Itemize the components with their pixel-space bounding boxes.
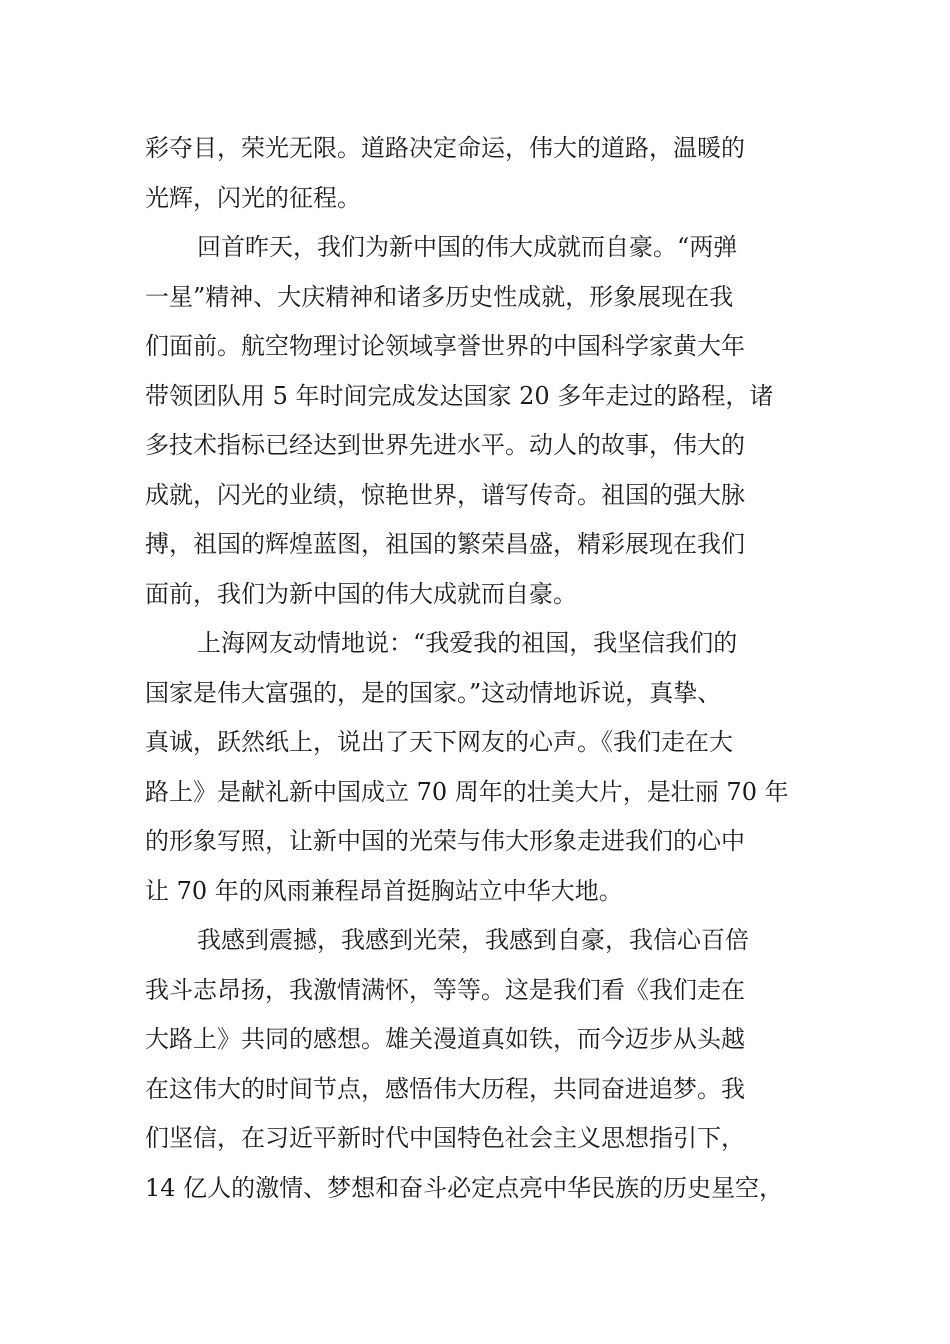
paragraph-start-line: 回首昨天，我们为新中国的伟大成就而自豪。“两弹 — [197, 233, 738, 261]
text-line: 大路上》共同的感想。雄关漫道真如铁，而今迈步从头越 — [145, 1025, 745, 1053]
text-line: 我斗志昂扬，我激情满怀，等等。这是我们看《我们走在 — [145, 975, 745, 1004]
text-line: 国家是伟大富强的，是的国家。”这动情地诉说，真挚、 — [145, 678, 722, 707]
text-line: 光辉，闪光的征程。 — [145, 183, 361, 212]
text-line: 面前，我们为新中国的伟大成就而自豪。 — [145, 579, 577, 608]
text-line: 真诚，跃然纸上，说出了天下网友的心声。《我们走在大 — [145, 728, 733, 756]
text-line: 搏，祖国的辉煌蓝图，祖国的繁荣昌盛，精彩展现在我们 — [145, 530, 745, 558]
body-text — [145, 124, 810, 1213]
text-line: 让 70 年的风雨兼程昂首挺胸站立中华大地。 — [145, 876, 623, 905]
text-line: 们坚信，在习近平新时代中国特色社会主义思想指引下， — [145, 1124, 745, 1152]
text-line: 一星”精神、大庆精神和诸多历史性成就，形象展现在我 — [145, 282, 734, 311]
text-line: 在这伟大的时间节点，感悟伟大历程，共同奋进追梦。我 — [145, 1074, 745, 1103]
text-line: 14 亿人的激情、梦想和奋斗必定点亮中华民族的历史星空， — [145, 1173, 784, 1202]
text-line: 的形象写照，让新中国的光荣与伟大形象走进我们的心中 — [145, 827, 745, 855]
text-line: 带领团队用 5 年时间完成发达国家 20 多年走过的路程，诸 — [145, 381, 774, 410]
text-line: 成就，闪光的业绩，惊艳世界，谱写传奇。祖国的强大脉 — [145, 480, 745, 509]
text-line: 路上》是献礼新中国成立 70 周年的壮美大片，是壮丽 70 年 — [145, 777, 789, 806]
text-line: 们面前。航空物理讨论领域享誉世界的中国科学家黄大年 — [145, 332, 745, 360]
text-line: 多技术指标已经达到世界先进水平。动人的故事，伟大的 — [145, 431, 745, 459]
paragraph-start-line: 我感到震撼，我感到光荣，我感到自豪，我信心百倍 — [197, 926, 749, 954]
text-line: 彩夺目，荣光无限。道路决定命运，伟大的道路，温暖的 — [145, 134, 745, 162]
paragraph-start-line: 上海网友动情地说：“我爱我的祖国，我坚信我们的 — [197, 629, 738, 657]
